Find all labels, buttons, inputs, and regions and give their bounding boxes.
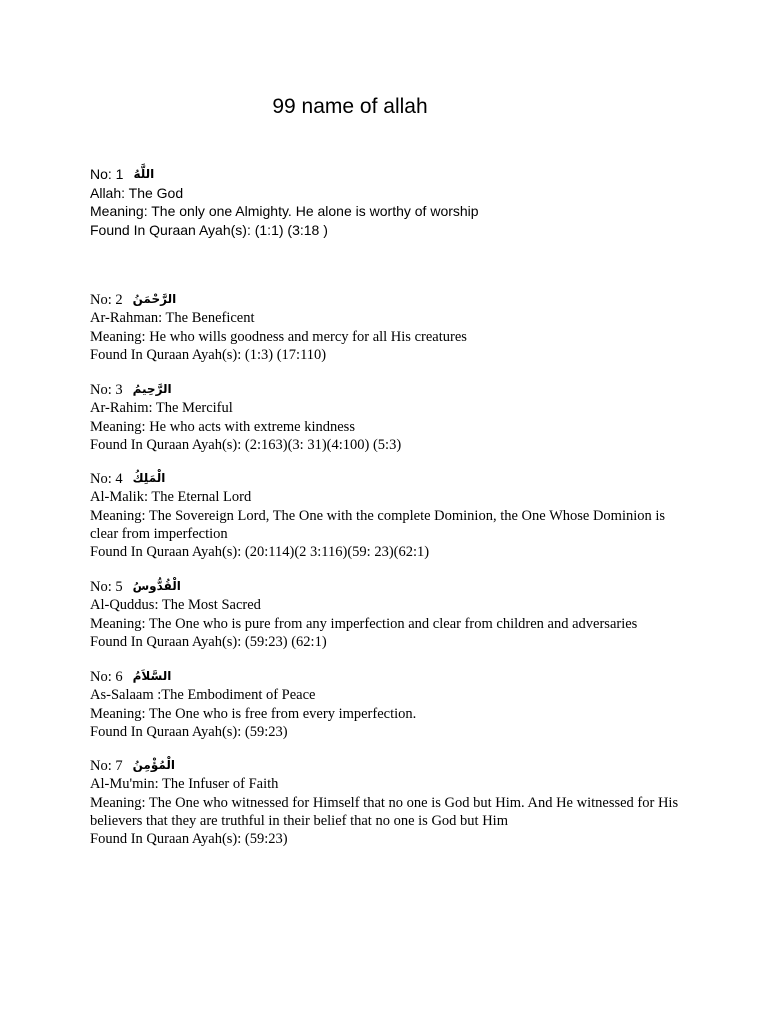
entry-meaning: Meaning: The Sovereign Lord, The One with the complete Dominion, the One Whose Dominion is clear from imperfection xyxy=(90,507,666,542)
entry-name: As-Salaam :The Embodiment of Peace xyxy=(90,687,316,704)
entry-meaning: Meaning: He who wills goodness and mercy for all His creatures xyxy=(90,328,467,345)
arabic-name: الرَّحْمَنُ xyxy=(132,292,177,306)
entry-ayah: Found In Quraan Ayah(s): (59:23) xyxy=(90,831,288,848)
entry-number-line xyxy=(90,380,690,399)
entry-ayah: Found In Quraan Ayah(s): (1:1) (3:18 ) xyxy=(90,221,328,238)
entry-number-line xyxy=(90,469,690,488)
name-entry-1 xyxy=(90,165,690,239)
name-entry-2 xyxy=(90,290,690,364)
entry-number: No: 3 xyxy=(90,382,123,398)
entry-number-line xyxy=(90,577,690,596)
entry-name: Allah: The God xyxy=(90,184,184,201)
entry-number: No: 7 xyxy=(90,758,123,774)
name-entry-5 xyxy=(90,577,690,651)
entry-name: Al-Mu'min: The Infuser of Faith xyxy=(90,776,279,793)
entry-name: Al-Quddus: The Most Sacred xyxy=(90,597,261,614)
entry-meaning: Meaning: The One who witnessed for Himself that no one is God but Him. And He witnessed for His believers that they are truthful in their belief that no one is God but Him xyxy=(90,794,679,829)
entry-meaning: Meaning: He who acts with extreme kindness xyxy=(90,418,355,435)
entry-name: Ar-Rahman: The Beneficent xyxy=(90,310,255,327)
arabic-name: الْمَلِكُ xyxy=(132,471,166,485)
arabic-name: الرَّحِيمُ xyxy=(132,382,172,396)
name-entry-6 xyxy=(90,667,690,741)
entry-ayah: Found In Quraan Ayah(s): (1:3) (17:110) xyxy=(90,346,327,363)
entry-meaning: Meaning: The only one Almighty. He alone is worthy of worship xyxy=(90,203,479,219)
arabic-name: الْمُؤْمِنُ xyxy=(132,758,176,772)
entry-ayah: Found In Quraan Ayah(s): (20:114)(2 3:116)(59: 23)(62:1) xyxy=(90,544,430,561)
entry-meaning: Meaning: The One who is free from every imperfection. xyxy=(90,705,417,722)
entry-number-line xyxy=(90,667,690,686)
arabic-name: الْقُدُّوسُ xyxy=(132,579,181,593)
entry-number: No: 6 xyxy=(90,669,123,685)
name-entry-3 xyxy=(90,380,690,454)
arabic-name: السَّلاَمُ xyxy=(132,669,172,683)
entry-name: Ar-Rahim: The Merciful xyxy=(90,400,233,417)
entry-ayah: Found In Quraan Ayah(s): (2:163)(3: 31)(4:100) (5:3) xyxy=(90,436,402,453)
page-title: 99 name of allah xyxy=(272,95,428,118)
entry-number-line xyxy=(90,165,690,184)
entry-number: No: 5 xyxy=(90,579,123,595)
name-entry-7 xyxy=(90,756,690,848)
entry-number-line xyxy=(90,290,690,309)
entry-number: No: 4 xyxy=(90,471,123,487)
entry-name: Al-Malik: The Eternal Lord xyxy=(90,489,252,506)
arabic-name: اللَّهُ xyxy=(133,167,155,181)
entry-ayah: Found In Quraan Ayah(s): (59:23) (62:1) xyxy=(90,633,327,650)
entry-number: No: 2 xyxy=(90,292,123,308)
entry-meaning: Meaning: The One who is pure from any imperfection and clear from children and adversaries xyxy=(90,615,638,632)
entry-number: No: 1 xyxy=(90,166,124,182)
entry-ayah: Found In Quraan Ayah(s): (59:23) xyxy=(90,723,288,740)
name-entry-4 xyxy=(90,469,690,561)
entry-number-line xyxy=(90,756,690,775)
